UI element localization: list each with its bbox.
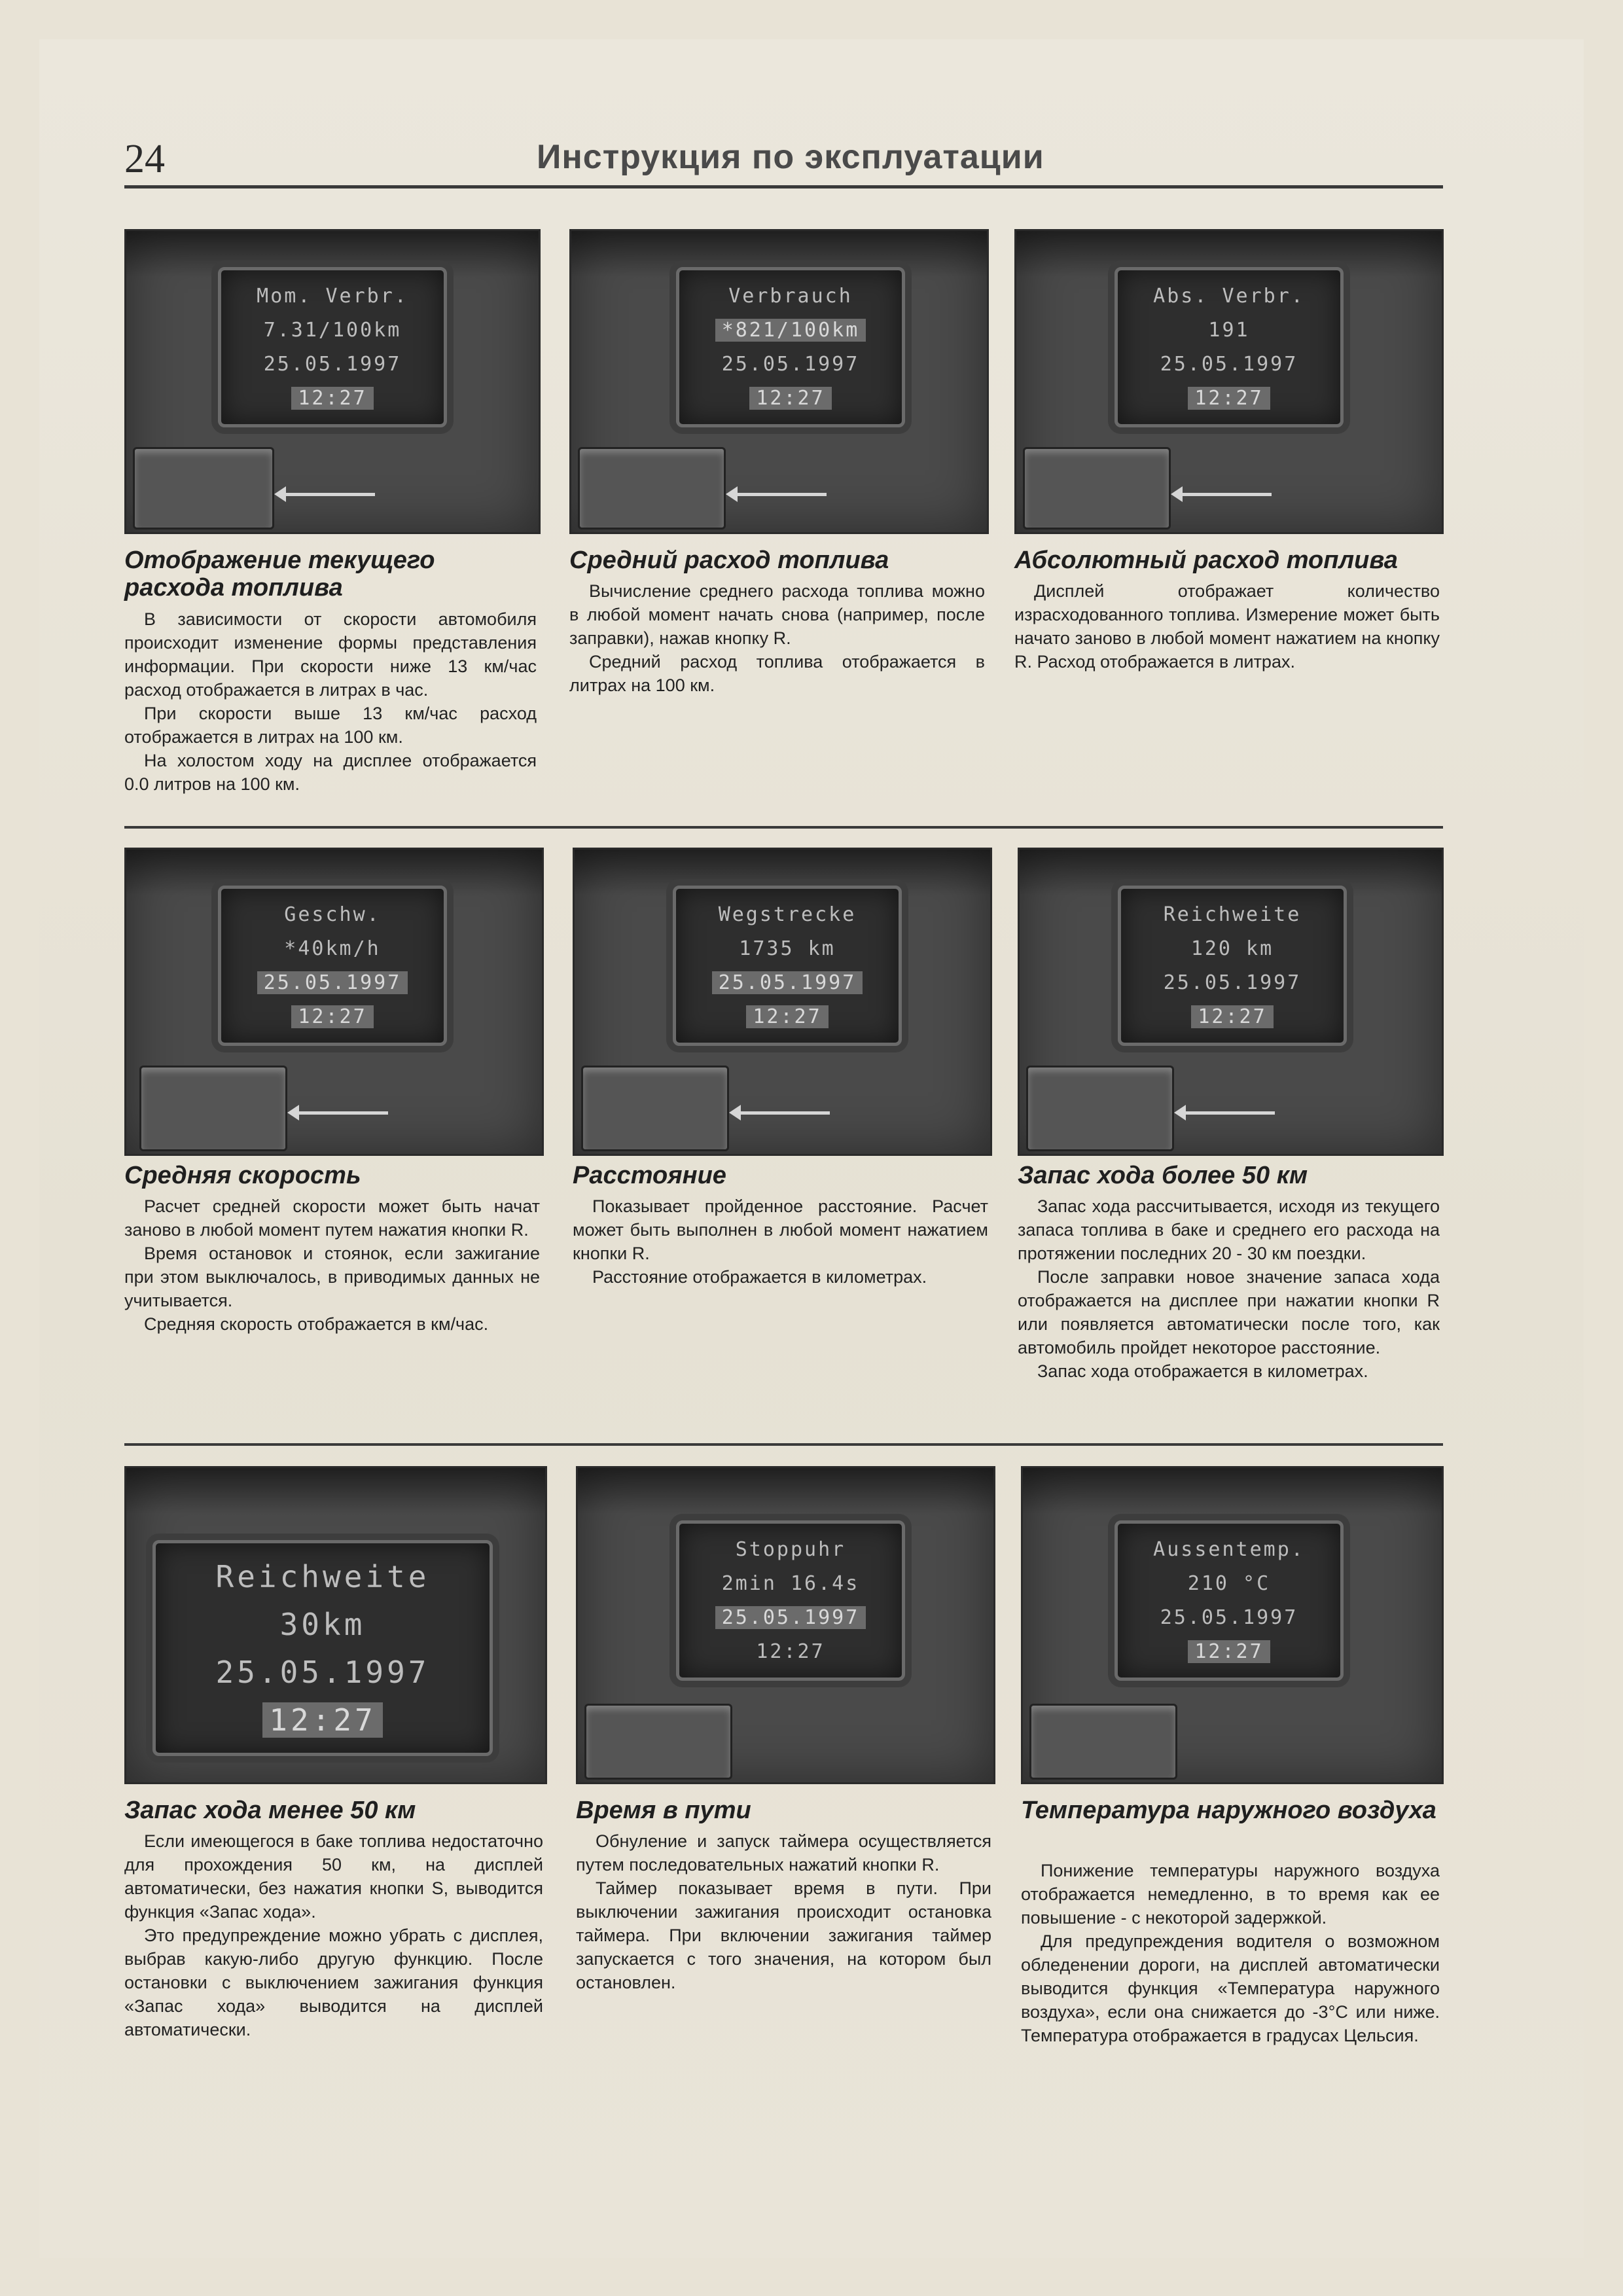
info-cell-average-speed: [124, 848, 543, 1437]
lcd-line: 12:27: [749, 387, 831, 410]
arrow-icon: [296, 1111, 388, 1115]
lcd-line: Abs. Verbr.: [1153, 285, 1305, 308]
lcd-line: Geschw.: [284, 903, 381, 927]
lcd-screen: [673, 886, 902, 1046]
row-divider-2: [124, 1443, 1443, 1446]
display-photo: [124, 1466, 547, 1784]
cell-title: Средний расход топлива: [569, 547, 889, 574]
cell-body: В зависимости от скорости автомобиля происходит изменение формы представления информации. При скорости ниже 13 км/час расход отображается в литрах в час. При скорости выше 13 км/час расход отображается в литрах на 100 км. На холостом ходу на дисплее отображается 0.0 литров на 100 км.: [124, 609, 537, 794]
cell-title: Расстояние: [573, 1162, 726, 1189]
display-photo: [576, 1466, 995, 1784]
lcd-screen: [676, 1520, 905, 1681]
info-cell-range-over-50: [1018, 848, 1443, 1437]
display-photo: [124, 229, 541, 534]
display-photo: [1014, 229, 1444, 534]
lcd-line: Stoppuhr: [735, 1538, 846, 1562]
cell-body: Расчет средней скорости может быть начат заново в любой момент путем нажатия кнопки R. Время остановок и стоянок, если зажигание при этом выключалось, в приводимых данных не учитывается. Средняя скорость отображается в км/час.: [124, 1196, 540, 1334]
page-header: [124, 131, 1443, 190]
lcd-line: 1735 km: [739, 937, 836, 961]
lcd-line: Mom. Verbr.: [257, 285, 408, 308]
cell-body: Понижение температуры наружного воздуха отображается немедленно, в то время как ее повышение - с некоторой задержкой. Для предупреждения водителя о возможном обледенении дороги, на дисплей автоматически выводится функция «Температура наружного воздуха», если она снижается до -3°С или ниже. Температура отображается в градусах Цельсия.: [1021, 1861, 1440, 2045]
control-knob: [581, 1066, 729, 1151]
arrow-icon: [1183, 1111, 1275, 1115]
lcd-line: 191: [1208, 319, 1250, 342]
lcd-screen: [1115, 267, 1344, 427]
lcd-line: 25.05.1997: [1160, 1605, 1298, 1629]
lcd-line: 12:27: [746, 1005, 828, 1028]
lcd-screen: [218, 886, 447, 1046]
info-cell-distance: [573, 848, 991, 1437]
lcd-line: Verbrauch: [728, 285, 853, 308]
control-knob: [1023, 447, 1171, 529]
lcd-screen: [676, 267, 905, 427]
lcd-line: 12:27: [756, 1640, 825, 1663]
lcd-line: Wegstrecke: [718, 903, 857, 927]
cell-title: Средняя скорость: [124, 1162, 361, 1189]
display-photo: [124, 848, 544, 1156]
control-knob: [578, 447, 726, 529]
lcd-line: Reichweite: [1163, 903, 1302, 927]
lcd-screen: [218, 267, 447, 427]
info-cell-trip-time: [576, 1466, 995, 2055]
control-knob: [1029, 1704, 1177, 1780]
display-photo: [1018, 848, 1444, 1156]
page-number: 24: [124, 137, 165, 181]
lcd-line: *40km/h: [284, 937, 381, 961]
arrow-icon: [283, 493, 375, 496]
lcd-screen: [1118, 886, 1347, 1046]
display-photo: [569, 229, 989, 534]
lcd-line: 2min 16.4s: [721, 1572, 860, 1596]
lcd-line: 12:27: [262, 1702, 382, 1738]
lcd-line: 25.05.1997: [257, 971, 408, 994]
cell-title: Отображение текущего расхода топлива: [124, 547, 435, 601]
control-knob: [1026, 1066, 1174, 1151]
cell-title: Запас хода менее 50 км: [124, 1797, 416, 1824]
lcd-line: 25.05.1997: [721, 352, 860, 376]
lcd-line: 25.05.1997: [263, 352, 402, 376]
arrow-icon: [735, 493, 827, 496]
cell-title: Время в пути: [576, 1797, 751, 1824]
lcd-line: 30km: [279, 1606, 366, 1642]
row-divider-1: [124, 826, 1443, 829]
info-cell-range-under-50: [124, 1466, 546, 2055]
lcd-screen: [152, 1540, 493, 1756]
lcd-line: 12:27: [1188, 387, 1270, 410]
display-photo: [573, 848, 992, 1156]
lcd-line: Reichweite: [215, 1558, 430, 1594]
display-photo: [1021, 1466, 1444, 1784]
lcd-line: 12:27: [1191, 1005, 1273, 1028]
control-knob: [584, 1704, 732, 1780]
cell-body: Дисплей отображает количество израсходованного топлива. Измерение может быть начато заново в любой момент нажатием на кнопку R. Расход отображается в литрах.: [1014, 581, 1440, 672]
lcd-line: 7.31/100km: [263, 319, 402, 342]
arrow-icon: [738, 1111, 830, 1115]
cell-body: Обнуление и запуск таймера осуществляется путем последовательных нажатий кнопки R. Таймер показывает время в пути. При выключении зажигания происходит остановка таймера. При включении зажигания таймер запускается с того значения, на котором был остановлен.: [576, 1831, 991, 1992]
cell-body: Запас хода рассчитывается, исходя из текущего запаса топлива в баке и среднего его расхода на протяжении последних 20 - 30 км поездки. После заправки новое значение запаса хода отображается на дисплее при нажатии кнопки R или появляется автоматически после того, как автомобиль пройдет некоторое расстояние. Запас хода отображается в километрах.: [1018, 1196, 1440, 1381]
info-cell-current-consumption: [124, 229, 540, 818]
cell-body: Вычисление среднего расхода топлива можно в любой момент начать снова (например, после заправки), нажав кнопку R. Средний расход топлива отображается в литрах на 100 км.: [569, 581, 985, 695]
lcd-line: 25.05.1997: [215, 1654, 430, 1690]
control-knob: [139, 1066, 287, 1151]
arrow-icon: [1180, 493, 1272, 496]
lcd-line: 25.05.1997: [1160, 352, 1298, 376]
cell-title: Абсолютный расход топлива: [1014, 547, 1398, 574]
lcd-line: Aussentemp.: [1153, 1538, 1305, 1562]
control-knob: [133, 447, 274, 529]
info-cell-outside-temperature: [1021, 1466, 1443, 2055]
lcd-line: 25.05.1997: [712, 971, 863, 994]
info-cell-absolute-consumption: [1014, 229, 1443, 818]
info-cell-average-consumption: [569, 229, 988, 818]
cell-body: Если имеющегося в баке топлива недостаточно для прохождения 50 км, на дисплей автоматически, без нажатия кнопки S, выводится функция «Запас хода». Это предупреждение можно убрать с дисплея, выбрав какую-либо другую функцию. После остановки с выключением зажигания функция «Запас хода» выводится на дисплей автоматически.: [124, 1831, 543, 2039]
lcd-line: 210 °C: [1187, 1572, 1271, 1596]
lcd-line: 25.05.1997: [1163, 971, 1302, 994]
cell-body: Показывает пройденное расстояние. Расчет может быть выполнен в любой момент нажатием кнопки R. Расстояние отображается в километрах.: [573, 1196, 988, 1287]
running-title: Инструкция по эксплуатации: [537, 138, 1044, 176]
header-divider: [124, 185, 1443, 188]
lcd-line: 120 km: [1190, 937, 1274, 961]
lcd-line: 12:27: [291, 1005, 373, 1028]
lcd-line: *821/100km: [715, 319, 866, 342]
cell-title: Запас хода более 50 км: [1018, 1162, 1308, 1189]
cell-title: Температура наружного воздуха: [1021, 1797, 1436, 1824]
lcd-screen: [1115, 1520, 1344, 1681]
lcd-line: 12:27: [291, 387, 373, 410]
lcd-line: 12:27: [1188, 1640, 1270, 1663]
lcd-line: 25.05.1997: [715, 1606, 866, 1629]
